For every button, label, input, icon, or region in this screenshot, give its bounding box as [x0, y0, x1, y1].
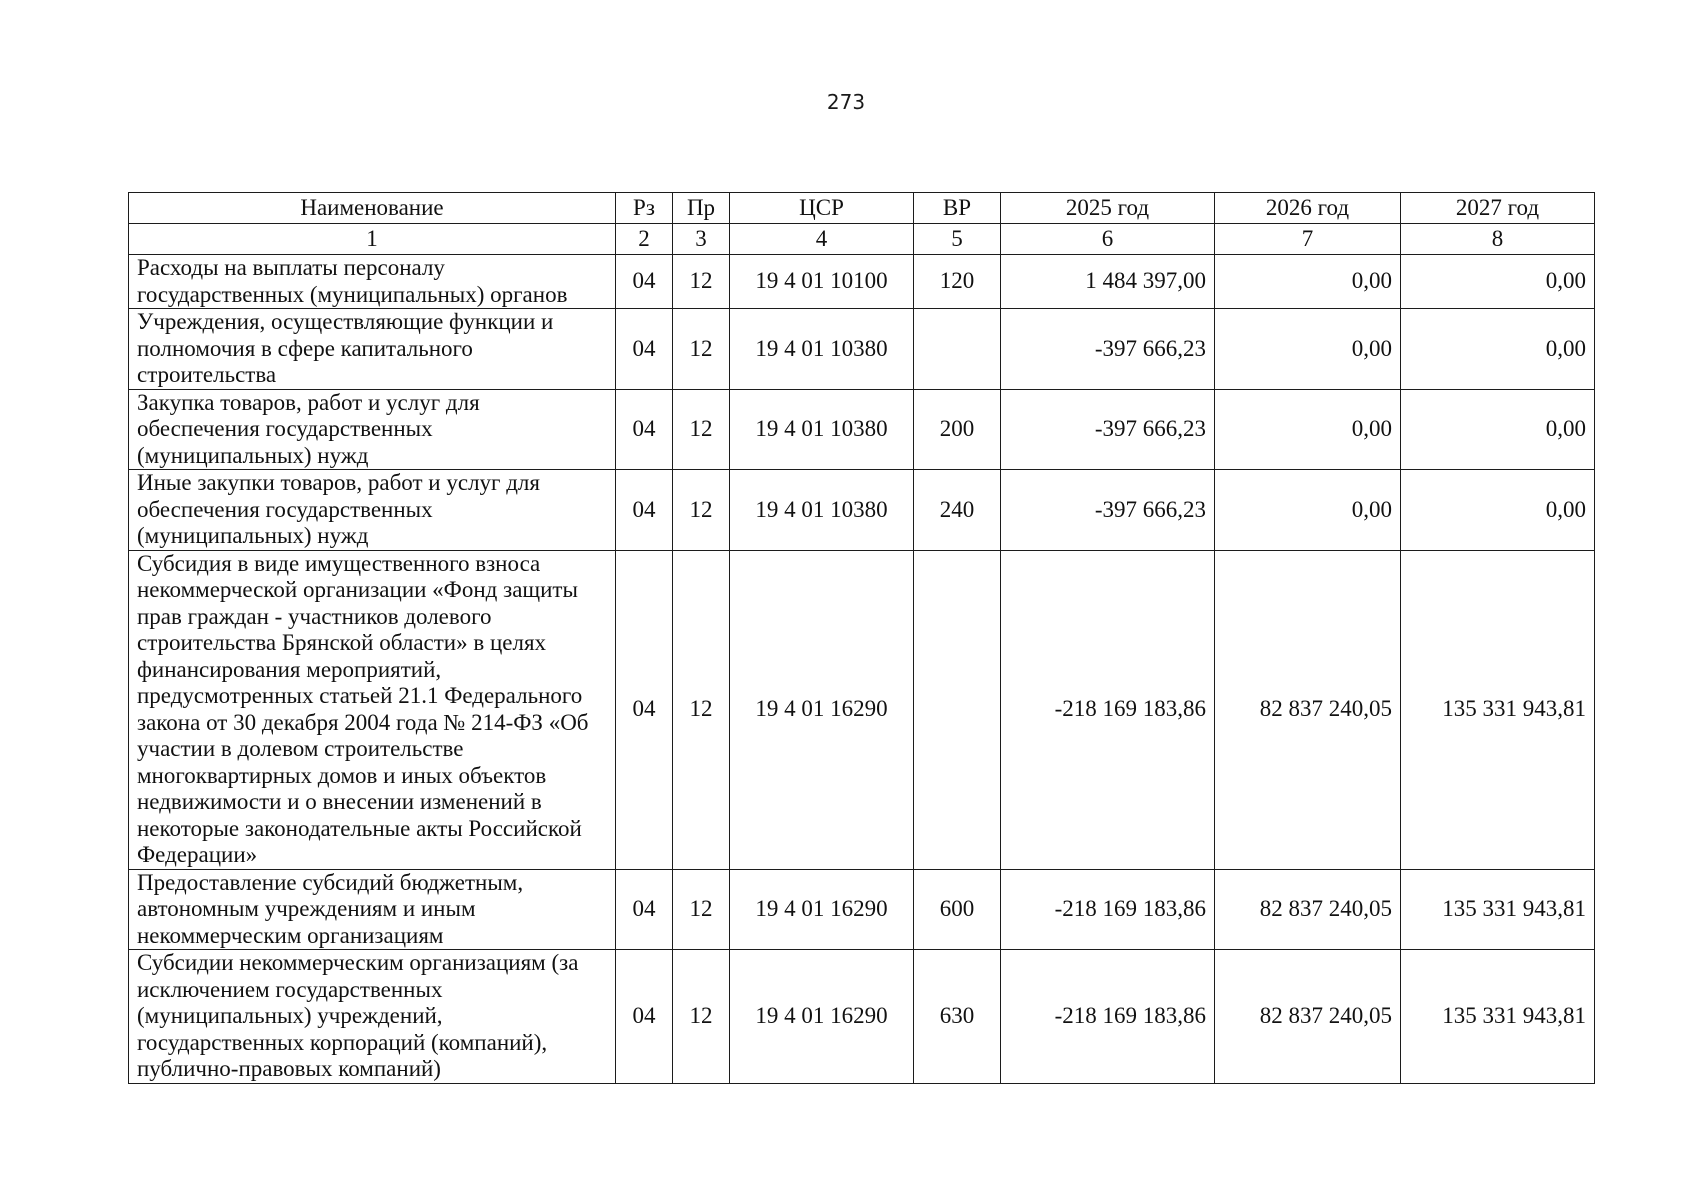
row-name-cell: Иные закупки товаров, работ и услуг для обеспечения государственных (муниципальных) нужд: [129, 470, 616, 551]
budget-table: [128, 192, 1595, 1084]
table-row: [129, 255, 1595, 309]
column-number: 3: [673, 224, 730, 255]
row-csr-cell: 19 4 01 10100: [730, 255, 914, 309]
row-amount-2026-cell: 82 837 240,05: [1215, 869, 1401, 950]
row-amount-2027-cell: 0,00: [1401, 255, 1595, 309]
row-pr-cell: 12: [673, 950, 730, 1084]
row-vr-cell: 600: [914, 869, 1001, 950]
header-rz: Рз: [616, 193, 673, 224]
row-vr-cell: 120: [914, 255, 1001, 309]
row-amount-2026-cell: 0,00: [1215, 470, 1401, 551]
row-rz-cell: 04: [616, 470, 673, 551]
header-name: Наименование: [129, 193, 616, 224]
column-number: 4: [730, 224, 914, 255]
table-row: [129, 309, 1595, 390]
row-vr-cell: 240: [914, 470, 1001, 551]
table-header-row: [129, 193, 1595, 224]
row-vr-cell: 200: [914, 389, 1001, 470]
row-rz-cell: 04: [616, 869, 673, 950]
header-2026: 2026 год: [1215, 193, 1401, 224]
row-name-cell: Закупка товаров, работ и услуг для обеспечения государственных (муниципальных) нужд: [129, 389, 616, 470]
row-name-cell: Учреждения, осуществляющие функции и полномочия в сфере капитального строительства: [129, 309, 616, 390]
row-name-cell: Субсидии некоммерческим организациям (за исключением государственных (муниципальных) учреждений, государственных корпораций (компаний), публично-правовых компаний): [129, 950, 616, 1084]
row-amount-2027-cell: 135 331 943,81: [1401, 950, 1595, 1084]
row-csr-cell: 19 4 01 10380: [730, 470, 914, 551]
row-amount-2027-cell: 135 331 943,81: [1401, 869, 1595, 950]
row-pr-cell: 12: [673, 470, 730, 551]
row-amount-2026-cell: 0,00: [1215, 389, 1401, 470]
row-csr-cell: 19 4 01 16290: [730, 869, 914, 950]
row-amount-2025-cell: 1 484 397,00: [1001, 255, 1215, 309]
row-csr-cell: 19 4 01 16290: [730, 950, 914, 1084]
page-number: 273: [826, 90, 866, 114]
row-rz-cell: 04: [616, 389, 673, 470]
table-row: [129, 470, 1595, 551]
row-amount-2025-cell: -218 169 183,86: [1001, 950, 1215, 1084]
row-amount-2026-cell: 0,00: [1215, 309, 1401, 390]
row-pr-cell: 12: [673, 869, 730, 950]
row-name-cell: Расходы на выплаты персоналу государственных (муниципальных) органов: [129, 255, 616, 309]
row-name-cell: Предоставление субсидий бюджетным, автономным учреждениям и иным некоммерческим организациям: [129, 869, 616, 950]
row-rz-cell: 04: [616, 550, 673, 869]
row-amount-2025-cell: -397 666,23: [1001, 470, 1215, 551]
header-2027: 2027 год: [1401, 193, 1595, 224]
column-number: 7: [1215, 224, 1401, 255]
row-amount-2025-cell: -218 169 183,86: [1001, 869, 1215, 950]
column-number: 1: [129, 224, 616, 255]
row-amount-2027-cell: 0,00: [1401, 389, 1595, 470]
row-vr-cell: [914, 309, 1001, 390]
row-amount-2027-cell: 0,00: [1401, 309, 1595, 390]
row-pr-cell: 12: [673, 255, 730, 309]
row-pr-cell: 12: [673, 389, 730, 470]
row-pr-cell: 12: [673, 309, 730, 390]
row-rz-cell: 04: [616, 255, 673, 309]
header-pr: Пр: [673, 193, 730, 224]
row-amount-2026-cell: 82 837 240,05: [1215, 950, 1401, 1084]
row-amount-2025-cell: -218 169 183,86: [1001, 550, 1215, 869]
row-amount-2026-cell: 82 837 240,05: [1215, 550, 1401, 869]
row-amount-2027-cell: 135 331 943,81: [1401, 550, 1595, 869]
header-2025: 2025 год: [1001, 193, 1215, 224]
row-name-cell: Субсидия в виде имущественного взноса некоммерческой организации «Фонд защиты прав граждан - участников долевого строительства Брянской области» в целях финансирования мероприятий, предусмотренных статьей 21.1 Федерального закона от 30 декабря 2004 года № 214-ФЗ «Об участии в долевом строительстве многоквартирных домов и иных объектов недвижимости и о внесении изменений в некоторые законодательные акты Российской Федерации»: [129, 550, 616, 869]
table-row: [129, 550, 1595, 869]
column-number: 5: [914, 224, 1001, 255]
row-amount-2027-cell: 0,00: [1401, 470, 1595, 551]
table-row: [129, 869, 1595, 950]
header-vr: ВР: [914, 193, 1001, 224]
row-csr-cell: 19 4 01 16290: [730, 550, 914, 869]
row-amount-2026-cell: 0,00: [1215, 255, 1401, 309]
row-amount-2025-cell: -397 666,23: [1001, 389, 1215, 470]
column-number: 6: [1001, 224, 1215, 255]
row-rz-cell: 04: [616, 950, 673, 1084]
row-amount-2025-cell: -397 666,23: [1001, 309, 1215, 390]
row-pr-cell: 12: [673, 550, 730, 869]
column-number: 8: [1401, 224, 1595, 255]
row-csr-cell: 19 4 01 10380: [730, 309, 914, 390]
table-row: [129, 950, 1595, 1084]
column-number: 2: [616, 224, 673, 255]
row-vr-cell: [914, 550, 1001, 869]
row-vr-cell: 630: [914, 950, 1001, 1084]
row-csr-cell: 19 4 01 10380: [730, 389, 914, 470]
column-number-row: [129, 224, 1595, 255]
table-row: [129, 389, 1595, 470]
header-csr: ЦСР: [730, 193, 914, 224]
row-rz-cell: 04: [616, 309, 673, 390]
